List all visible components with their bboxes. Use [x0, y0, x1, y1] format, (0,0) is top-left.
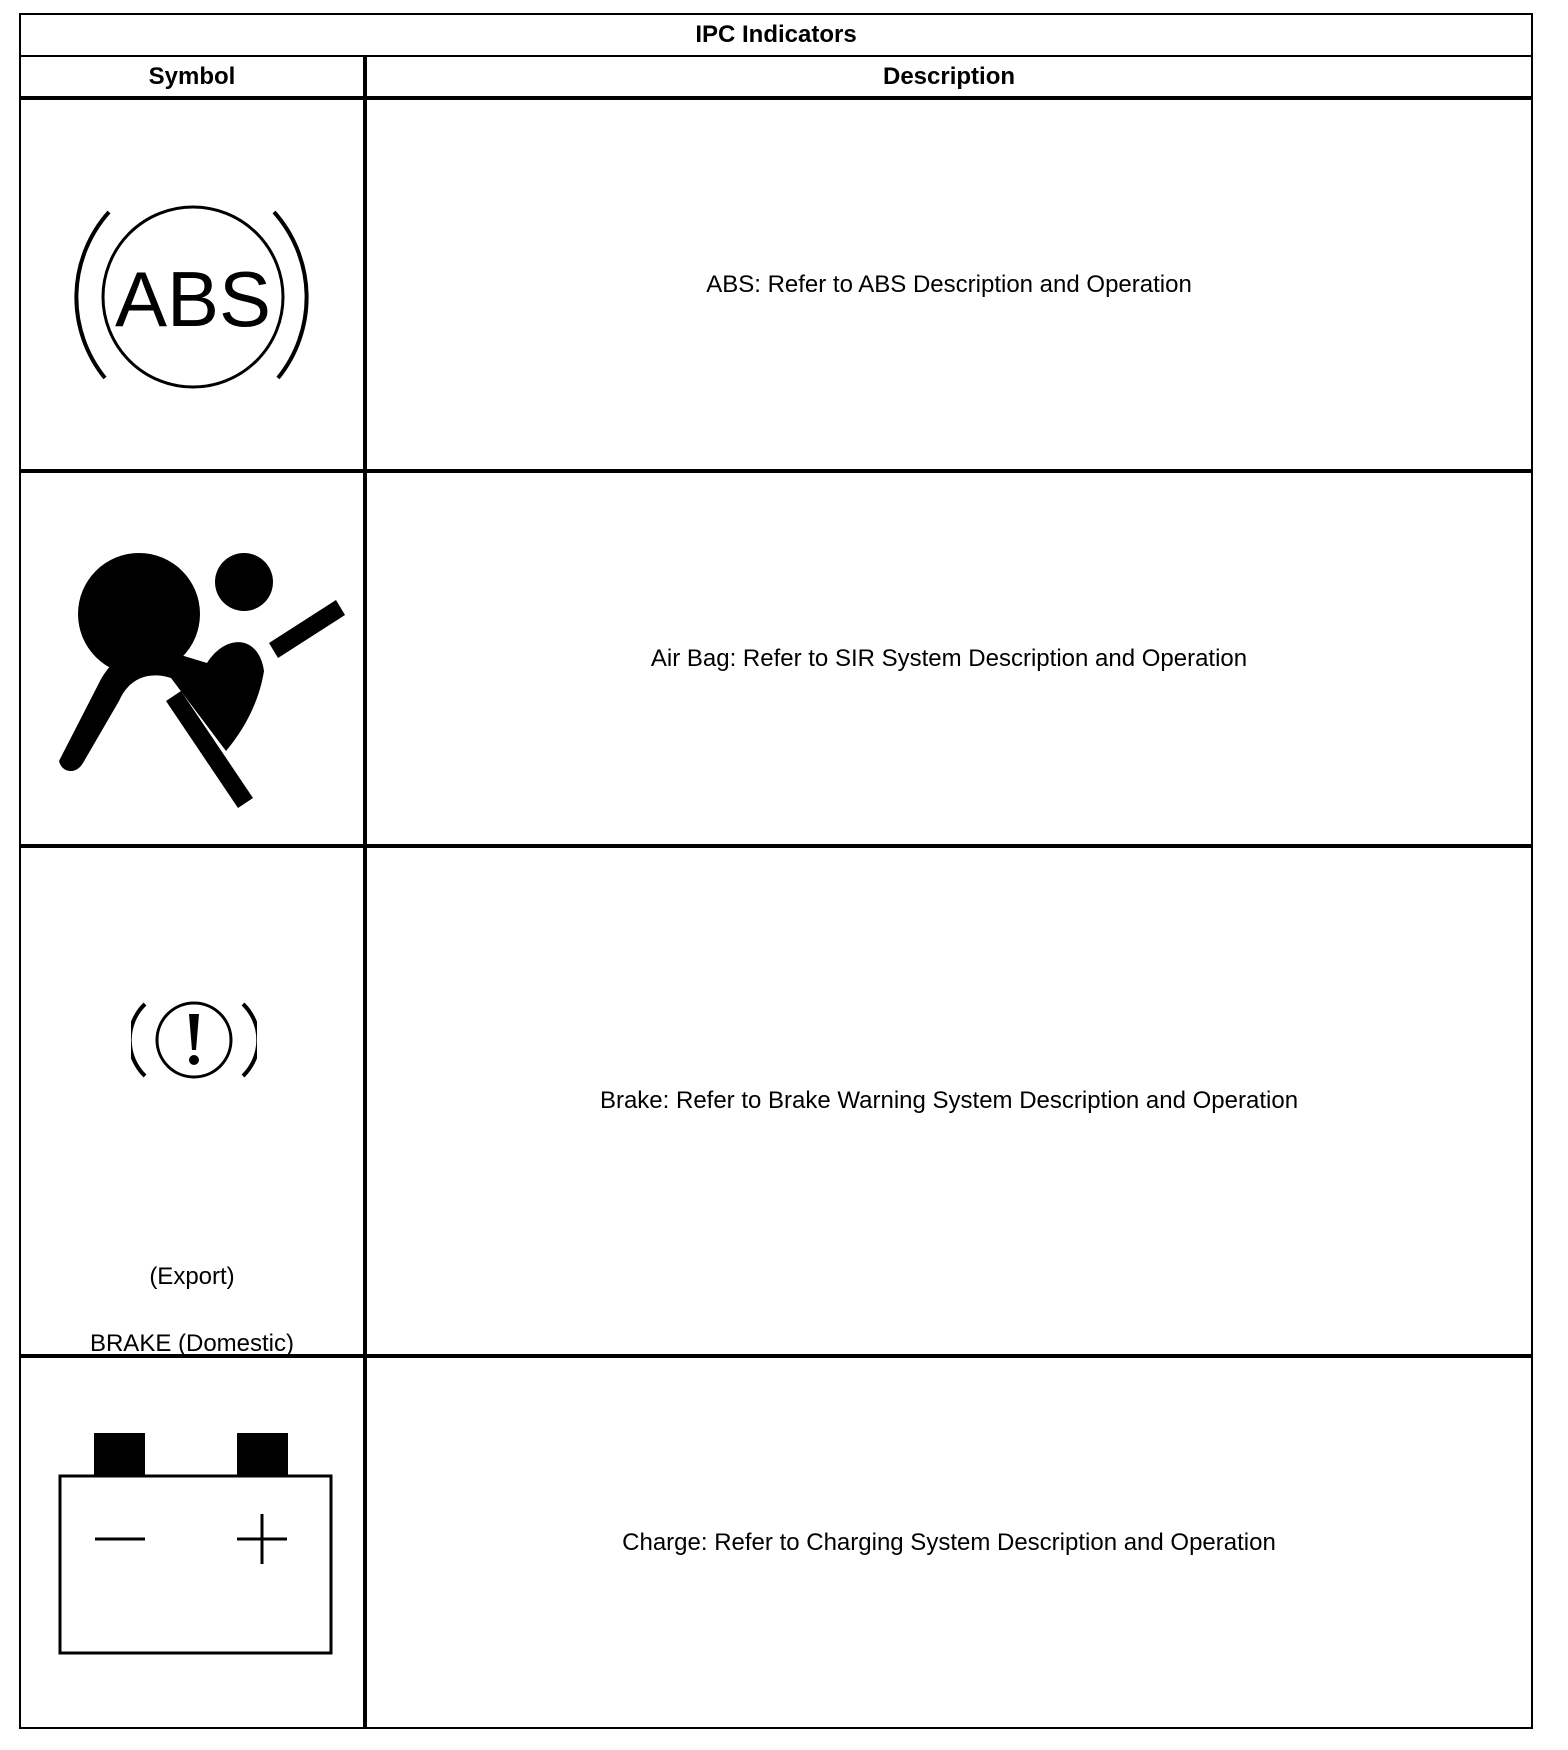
- table-row: [20, 846, 1532, 1356]
- symbol-cell: [20, 471, 365, 846]
- description-column-header: Description: [365, 56, 1532, 98]
- table-row: [20, 471, 1532, 846]
- symbol-cell: [20, 1356, 365, 1728]
- battery-charge-icon: [21, 1358, 366, 1727]
- brake-domestic-note: BRAKE (Domestic): [89, 1330, 295, 1357]
- symbol-column-header: Symbol: [20, 56, 365, 98]
- abs-warning-icon: [21, 100, 366, 469]
- description-cell: Air Bag: Refer to SIR System Description and Operation: [365, 471, 1532, 846]
- abs-symbol-text: ABS: [114, 255, 272, 343]
- symbol-cell: [20, 846, 365, 1356]
- brake-export-note: (Export): [149, 1263, 235, 1290]
- table-row: [20, 1356, 1532, 1728]
- description-cell: ABS: Refer to ABS Description and Operation: [365, 98, 1532, 471]
- table-row: [20, 98, 1532, 471]
- description-cell: Brake: Refer to Brake Warning System Description and Operation: [365, 846, 1532, 1356]
- symbol-cell: [20, 98, 365, 471]
- table-title: IPC Indicators: [20, 14, 1532, 56]
- description-cell: Charge: Refer to Charging System Description and Operation: [365, 1356, 1532, 1728]
- airbag-warning-icon: [21, 473, 366, 844]
- ipc-indicators-table: [19, 13, 1533, 1729]
- brake-warning-icon: [131, 1000, 257, 1080]
